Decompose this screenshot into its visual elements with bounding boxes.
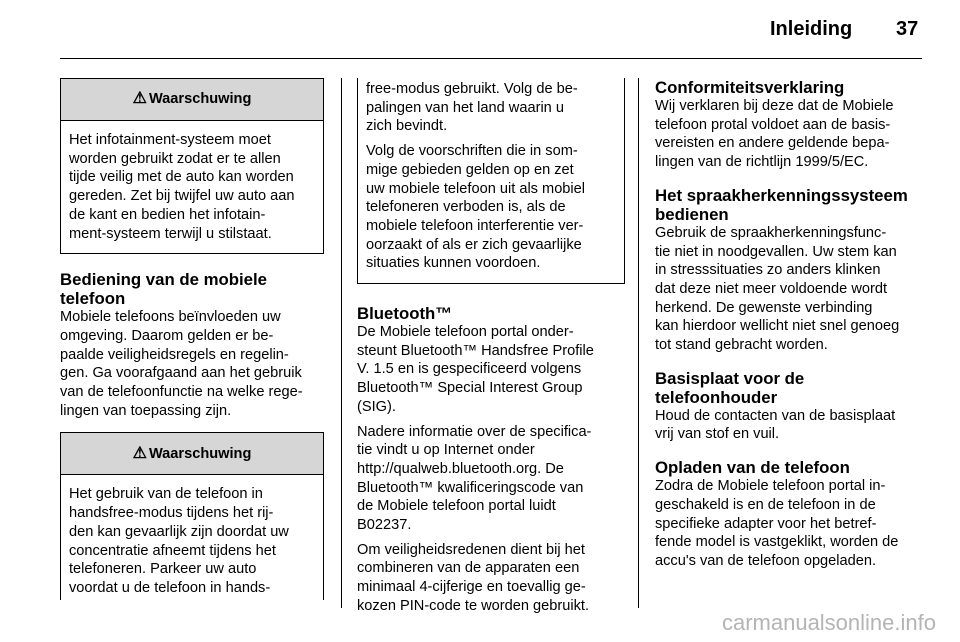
section-text: Mobiele telefoons beïnvloeden uw omgeving. Daarom gelden er be- paalde veiligheidsregels en regelin- gen. Ga voorafgaand aan het gebruik van de telefoonfunctie na welke rege- lingen van toepassing zijn. <box>60 309 303 419</box>
header-title: Inleiding <box>770 18 853 40</box>
section-heading: Het spraakherkenningssysteem bedienen <box>655 185 908 224</box>
section-heading: Opladen van de telefoon <box>655 458 850 478</box>
warning-title: Waarschuwing <box>148 445 252 462</box>
section-heading: Conformiteitsverklaring <box>655 78 845 97</box>
warning-box <box>60 78 324 254</box>
watermark: carmanualsonline.info <box>721 610 936 635</box>
column-middle <box>357 78 625 616</box>
warning-box-continuation <box>357 78 625 284</box>
column-left <box>60 78 324 600</box>
section-heading: Basisplaat voor de telefoonhouder <box>655 368 805 407</box>
column-divider <box>341 78 342 608</box>
warning-text: Het infotainment-systeem moet worden gebruikt zodat er te allen tijde veilig met de auto kan worden gereden. Zet bij twijfel uw auto aan de kant en bedien het infotain- ment-systeem terwijl u stilstaat. <box>69 132 295 242</box>
column-right <box>655 78 922 571</box>
section-text: Om veiligheidsredenen dient bij het combineren van de apparaten een minimaal 4-cijferige en toevallig ge- kozen PIN-code te worden gebruikt. <box>357 541 590 614</box>
section-heading: Bluetooth™ <box>357 304 453 324</box>
warning-text: Het gebruik van de telefoon in handsfree-modus tijdens het rij- den kan gevaarlijk zijn doordat uw concentratie afneemt tijdens het telefoneren. Parkeer uw auto voordat u de telefoon in hands- <box>69 486 289 596</box>
warning-triangle-icon: ⚠ <box>132 90 147 108</box>
warning-text: free-modus gebruikt. Volg de be- palingen van het land waarin u zich bevindt. <box>366 81 578 135</box>
section-text: Zodra de Mobiele telefoon portal in- geschakeld is en de telefoon in de specifieke adapter voor het betref- fende model is vastgeklikt, worden de accu's van de telefoon opgeladen. <box>655 478 899 569</box>
section-text: Gebruik de spraakherkenningsfunc- tie niet in noodgevallen. Uw stem kan in stresssituaties zo anders klinken dat deze niet meer voldoende wordt herkend. De gewenste verbinding kan hierdoor wellicht niet snel genoeg tot stand gebracht worden. <box>655 224 900 354</box>
section-text: Nadere informatie over de specifica- tie vindt u op Internet onder http://qualweb.bluetooth.org. De Bluetooth™ kwalificeringscode van de Mobiele telefoon portal luidt B02237. <box>357 423 592 534</box>
section-text: Houd de contacten van de basisplaat vrij van stof en vuil. <box>655 407 896 443</box>
section-heading: Bediening van de mobiele telefoon <box>60 270 268 309</box>
warning-title: Waarschuwing <box>148 91 252 108</box>
section-text: De Mobiele telefoon portal onder- steunt Bluetooth™ Handsfree Profile V. 1.5 en is gespecificeerd volgens Bluetooth™ Special Interest Group (SIG). <box>357 324 594 415</box>
warning-triangle-icon: ⚠ <box>132 444 147 462</box>
header-rule <box>60 58 922 59</box>
warning-header <box>61 79 323 121</box>
section-text: Wij verklaren bij deze dat de Mobiele telefoon protal voldoet aan de basis- vereisten en andere geldende bepa- lingen van de richtlijn 1999/5/EC. <box>655 98 894 171</box>
warning-header <box>61 433 323 475</box>
warning-box-continued <box>60 432 324 599</box>
page-number: 37 <box>896 18 919 40</box>
column-divider <box>638 78 639 608</box>
warning-text: Volg de voorschriften die in som- mige gebieden gelden op en zet uw mobiele telefoon uit als mobiel telefoneren verboden is, als de mobiele telefoon interferentie ver- oorzaakt of als er zich gevaarlijke situaties kunnen voordoen. <box>366 143 586 272</box>
